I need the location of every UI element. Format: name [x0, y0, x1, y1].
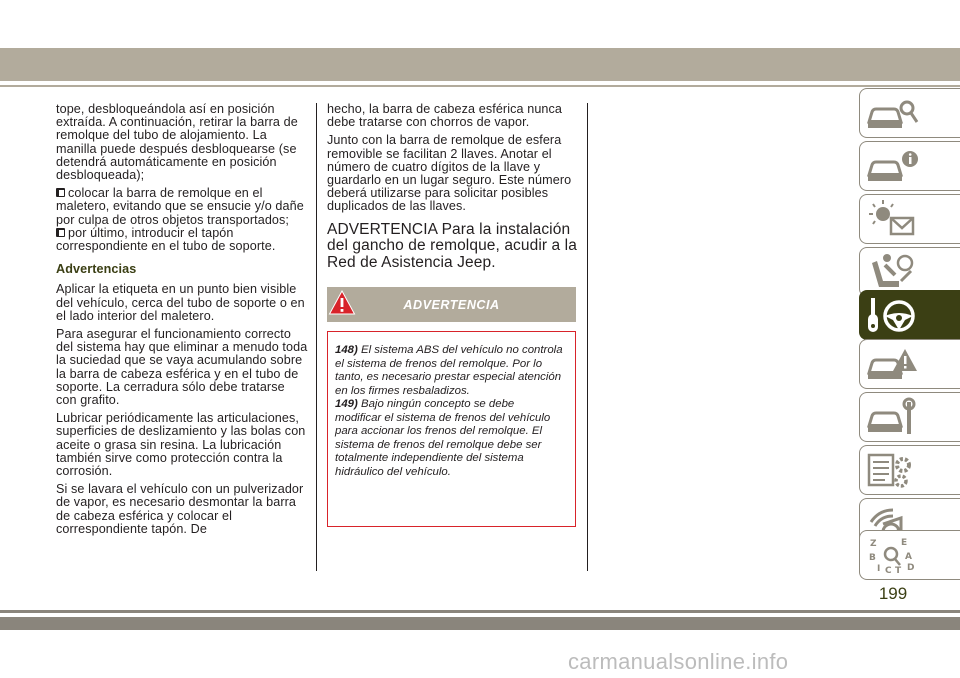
- warning-title: ADVERTENCIA: [403, 298, 500, 312]
- header-band: [0, 48, 960, 81]
- car-search-icon: [865, 92, 921, 136]
- svg-text:A: A: [905, 552, 912, 562]
- tab-car-warning[interactable]: [859, 339, 960, 389]
- watermark: carmanualsonline.info: [568, 649, 789, 674]
- specs-gear-icon: [865, 449, 921, 493]
- key-steering-wheel-icon: [865, 294, 921, 338]
- seat-airbag-icon: [865, 251, 921, 295]
- paragraph: Para asegurar el funcionamiento correcto del sistema hay que eliminar a menudo toda la suciedad que se vaya acumulando sobre la barra de cabeza esférica y en el tubo de soporte. La cerradura sólo debe tratarse con grafito.: [56, 327, 308, 408]
- bullet-icon: [56, 228, 65, 237]
- warning-item: 148) El sistema ABS del vehículo no controla el sistema de frenos del remolque. Por lo tanto, es necesario prestar especial atención en los firmes resbaladizos.: [335, 344, 563, 397]
- index-az-icon: [865, 534, 921, 578]
- tab-key-steering-wheel[interactable]: [859, 290, 960, 340]
- warning-box: [327, 331, 576, 527]
- section-heading: Advertencias: [56, 262, 137, 277]
- bullet-item: colocar la barra de remolque en el maletero, evitando que se ensucie y/o dañe por culpa de otros objetos transportados;: [56, 186, 304, 227]
- left-column: [56, 103, 308, 541]
- column-divider: [316, 103, 317, 571]
- tab-car-info[interactable]: [859, 141, 960, 191]
- car-tools-icon: [865, 396, 921, 440]
- tab-specs-gear[interactable]: [859, 445, 960, 495]
- car-info-icon: [865, 145, 921, 189]
- warning-triangle-icon: [328, 289, 356, 317]
- paragraph: Aplicar la etiqueta en un punto bien visible del vehículo, cerca del tubo de soporte o en el lado interior del maletero.: [56, 282, 305, 323]
- warning-item: 149) Bajo ningún concepto se debe modificar el sistema de frenos del vehículo para accionar los frenos del remolque. El sistema de frenos del remolque debe ser totalmente independiente del sistema hidráulico del vehículo.: [335, 398, 551, 478]
- header-rule: [0, 85, 960, 87]
- svg-text:Z: Z: [870, 539, 877, 549]
- intro-paragraph: tope, desbloqueándola así en posición extraída. A continuación, retirar la barra de remolque del tubo de alojamiento. La manilla puede después desbloquearse (se detendrá automáticamente en posición desbloqueada);: [56, 102, 298, 183]
- car-warning-icon: [865, 343, 921, 387]
- svg-text:E: E: [901, 538, 908, 548]
- paragraph: Si se lavara el vehículo con un pulverizador de vapor, es necesario desmontar la barra de cabeza esférica y colocar el correspondiente tapón. De: [56, 482, 304, 536]
- paragraph: Junto con la barra de remolque de esfera removible se facilitan 2 llaves. Anotar el número de cuatro dígitos de la llave y guardarlo en un lugar seguro. Este número deberá utilizarse para solicitar posibles duplicados de las llaves.: [327, 133, 572, 214]
- footer-band: [0, 617, 960, 630]
- install-warning: ADVERTENCIA Para la instalación del gancho de remolque, acudir a la Red de Asistencia Jeep.: [327, 220, 577, 271]
- bullet-icon: [56, 188, 65, 197]
- paragraph: Lubricar periódicamente las articulaciones, superficies de deslizamiento y las bolas con aceite o grasa sin resina. La lubricación también sirve como protección contra la corrosión.: [56, 411, 306, 479]
- tab-index-az[interactable]: [859, 530, 960, 580]
- svg-text:C: C: [885, 566, 892, 576]
- paragraph: hecho, la barra de cabeza esférica nunca debe tratarse con chorros de vapor.: [327, 102, 563, 130]
- page-number: 199: [878, 584, 908, 603]
- svg-text:I: I: [877, 564, 881, 574]
- bullet-item: por último, introducir el tapón correspondiente en el tubo de soporte.: [56, 225, 276, 254]
- tab-car-search[interactable]: [859, 88, 960, 138]
- svg-text:T: T: [895, 566, 902, 576]
- tab-light-message[interactable]: [859, 194, 960, 244]
- light-message-icon: [865, 198, 921, 242]
- tab-car-tools[interactable]: [859, 392, 960, 442]
- svg-text:D: D: [907, 563, 915, 573]
- column-divider: [587, 103, 588, 571]
- footer-rule: [0, 610, 960, 613]
- warning-header: [327, 287, 576, 322]
- right-column: [327, 103, 579, 276]
- svg-text:B: B: [869, 553, 876, 563]
